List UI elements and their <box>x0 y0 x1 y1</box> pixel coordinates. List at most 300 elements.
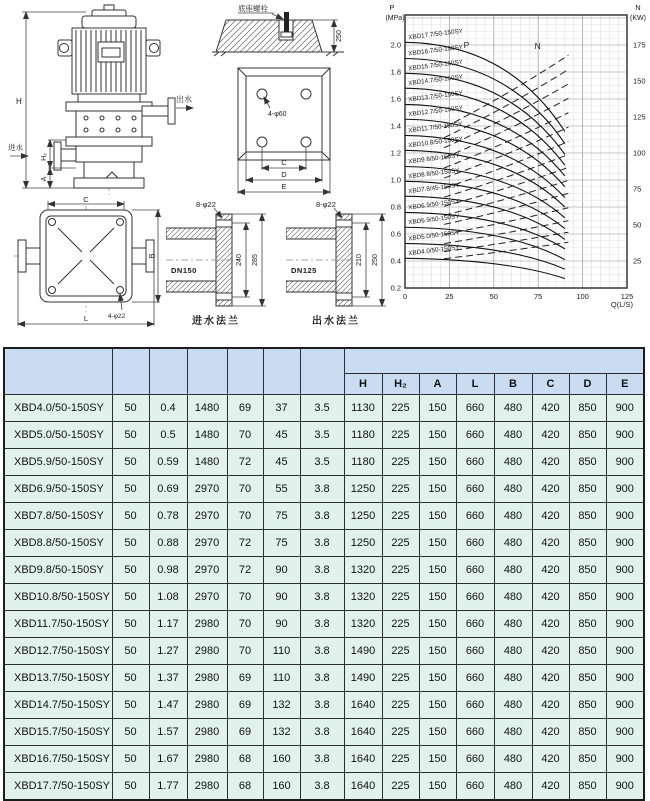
value-cell: 132 <box>263 692 300 719</box>
value-cell: 660 <box>456 557 494 584</box>
value-cell: 660 <box>456 476 494 503</box>
value-cell: 1.08 <box>149 584 187 611</box>
dim-a: A <box>41 176 48 182</box>
table-row <box>4 557 644 584</box>
value-cell: 660 <box>456 719 494 746</box>
outlet-dn-label: DN125 <box>291 266 317 275</box>
value-cell: 1480 <box>187 395 227 422</box>
spec-table-wrap <box>3 347 647 801</box>
outlet-pipe <box>142 106 168 116</box>
value-cell: 660 <box>456 584 494 611</box>
right-tick: 25 <box>633 256 642 266</box>
value-cell: 900 <box>606 638 644 665</box>
table-row <box>4 719 644 746</box>
value-cell: 72 <box>227 530 263 557</box>
inlet-dim-inner: 240 <box>236 254 243 266</box>
pump-front-view-drawing <box>6 2 196 197</box>
value-cell: 2980 <box>187 638 227 665</box>
value-cell: 850 <box>569 530 606 557</box>
left-tick: 0.4 <box>390 256 401 266</box>
value-cell: 70 <box>227 503 263 530</box>
table-row <box>4 476 644 503</box>
power-curve <box>444 154 568 197</box>
value-cell: 3.5 <box>300 449 344 476</box>
pipe-wall-bottom <box>286 281 336 292</box>
value-cell: 50 <box>112 665 149 692</box>
value-cell: 660 <box>456 422 494 449</box>
value-cell: 150 <box>419 746 456 773</box>
dim-c: C <box>281 158 287 167</box>
value-cell: 225 <box>382 503 419 530</box>
model-cell: XBD14.7/50-150SY <box>4 692 112 719</box>
model-cell: XBD16.7/50-150SY <box>4 746 112 773</box>
outlet-flange-drawing <box>286 198 394 328</box>
value-cell: 420 <box>532 638 569 665</box>
model-cell: XBD6.9/50-150SY <box>4 476 112 503</box>
bolt-hole-bottom <box>336 293 352 300</box>
value-cell: 0.59 <box>149 449 187 476</box>
value-cell: 1.27 <box>149 638 187 665</box>
value-cell: 480 <box>494 719 532 746</box>
value-cell: 1250 <box>344 476 382 503</box>
value-cell: 480 <box>494 746 532 773</box>
pump-casing-lower <box>76 146 142 162</box>
inlet-flange-drawing <box>166 198 274 328</box>
model-cell: XBD8.8/50-150SY <box>4 530 112 557</box>
pipe-wall-bottom <box>166 281 216 292</box>
pipe-wall-top <box>286 228 336 239</box>
value-cell: 900 <box>606 692 644 719</box>
value-cell: 150 <box>419 611 456 638</box>
spec-table <box>3 347 645 801</box>
value-cell: 225 <box>382 773 419 801</box>
curve-label: XBD4.0/50-150SY <box>407 244 460 258</box>
lug-hole-right <box>150 44 159 53</box>
value-cell: 2970 <box>187 503 227 530</box>
table-row <box>4 692 644 719</box>
outlet-dim-outer: 250 <box>372 254 379 266</box>
value-cell: 1480 <box>187 422 227 449</box>
junction-box-cover <box>102 48 120 57</box>
foundation-bolt-label: 底座螺栓 <box>238 4 268 13</box>
motor-eyebolt <box>104 5 114 10</box>
left-tick: 0.2 <box>390 283 401 293</box>
value-cell: 480 <box>494 692 532 719</box>
motor-foot <box>78 94 140 102</box>
value-cell: 90 <box>263 611 300 638</box>
value-cell: 150 <box>419 638 456 665</box>
value-cell: 850 <box>569 692 606 719</box>
value-cell: 1180 <box>344 449 382 476</box>
dim-header-cell: H <box>344 374 382 395</box>
value-cell: 150 <box>419 557 456 584</box>
value-cell: 50 <box>112 746 149 773</box>
x-tick: 50 <box>489 292 498 301</box>
header-blank-cell <box>187 348 227 395</box>
value-cell: 50 <box>112 692 149 719</box>
value-cell: 480 <box>494 449 532 476</box>
right-tick: 50 <box>633 220 642 230</box>
dim-header-cell: H₂ <box>382 374 419 395</box>
left-stem <box>26 248 40 264</box>
value-cell: 70 <box>227 611 263 638</box>
value-cell: 1320 <box>344 557 382 584</box>
table-body <box>4 395 644 801</box>
inlet-pipe <box>61 149 76 161</box>
model-cell: XBD4.0/50-150SY <box>4 395 112 422</box>
value-cell: 50 <box>112 530 149 557</box>
value-cell: 45 <box>263 422 300 449</box>
inlet-flange-holes-label: 8-φ22 <box>196 200 216 209</box>
value-cell: 900 <box>606 584 644 611</box>
value-cell: 480 <box>494 665 532 692</box>
value-cell: 3.8 <box>300 665 344 692</box>
value-cell: 660 <box>456 449 494 476</box>
value-cell: 3.5 <box>300 395 344 422</box>
value-cell: 69 <box>227 665 263 692</box>
value-cell: 70 <box>227 476 263 503</box>
bolt-leader-arrow <box>272 14 283 19</box>
dim-d: D <box>281 170 287 179</box>
base-plate <box>74 178 144 188</box>
x-tick: 75 <box>534 292 543 301</box>
inlet-flange-plate <box>54 142 61 170</box>
value-cell: 420 <box>532 773 569 801</box>
x-tick: 125 <box>620 292 634 301</box>
value-cell: 2980 <box>187 692 227 719</box>
bolt-hole-bottom <box>216 293 232 300</box>
model-cell: XBD15.7/50-150SY <box>4 719 112 746</box>
value-cell: 420 <box>532 449 569 476</box>
upper-flange <box>66 102 152 111</box>
value-cell: 3.8 <box>300 746 344 773</box>
value-cell: 2980 <box>187 773 227 801</box>
value-cell: 0.69 <box>149 476 187 503</box>
value-cell: 660 <box>456 746 494 773</box>
value-cell: 1.37 <box>149 665 187 692</box>
value-cell: 50 <box>112 638 149 665</box>
value-cell: 480 <box>494 422 532 449</box>
value-cell: 850 <box>569 503 606 530</box>
right-tick: 75 <box>633 184 642 194</box>
value-cell: 150 <box>419 719 456 746</box>
value-cell: 420 <box>532 665 569 692</box>
dim-c-top: C <box>83 196 89 204</box>
value-cell: 1490 <box>344 665 382 692</box>
anchor-nut <box>281 32 292 37</box>
value-cell: 1130 <box>344 395 382 422</box>
table-row <box>4 449 644 476</box>
left-tick: 1.8 <box>390 67 401 77</box>
value-cell: 50 <box>112 584 149 611</box>
value-cell: 225 <box>382 638 419 665</box>
value-cell: 900 <box>606 719 644 746</box>
left-tick: 0.6 <box>390 229 401 239</box>
value-cell: 1180 <box>344 422 382 449</box>
table-row <box>4 665 644 692</box>
value-cell: 420 <box>532 611 569 638</box>
value-cell: 1.67 <box>149 746 187 773</box>
value-cell: 69 <box>227 692 263 719</box>
value-cell: 420 <box>532 557 569 584</box>
outlet-dim-inner: 210 <box>356 254 363 266</box>
left-tick: 0.8 <box>390 202 401 212</box>
value-cell: 1640 <box>344 719 382 746</box>
header-blank-cell <box>227 348 263 395</box>
value-cell: 50 <box>112 773 149 801</box>
left-axis-title-units: (MPa) <box>385 15 405 22</box>
value-cell: 69 <box>227 395 263 422</box>
value-cell: 1320 <box>344 611 382 638</box>
value-cell: 660 <box>456 530 494 557</box>
left-tick: 1.0 <box>390 175 401 185</box>
value-cell: 850 <box>569 665 606 692</box>
value-cell: 1.57 <box>149 719 187 746</box>
dim-header-cell: B <box>494 374 532 395</box>
value-cell: 480 <box>494 557 532 584</box>
value-cell: 50 <box>112 503 149 530</box>
curve-label: XBD14.7/50-150SY <box>407 73 464 88</box>
value-cell: 132 <box>263 719 300 746</box>
value-cell: 2980 <box>187 611 227 638</box>
power-curve <box>444 242 568 258</box>
value-cell: 3.8 <box>300 773 344 801</box>
value-cell: 660 <box>456 611 494 638</box>
dim-header-cell: E <box>606 374 644 395</box>
value-cell: 420 <box>532 395 569 422</box>
power-curve <box>444 141 568 188</box>
value-cell: 72 <box>227 557 263 584</box>
topview-holes-label: 4-φ22 <box>108 313 126 320</box>
value-cell: 2980 <box>187 746 227 773</box>
value-cell: 1320 <box>344 584 382 611</box>
table-header <box>4 348 644 395</box>
inline-label-p: P <box>463 40 470 50</box>
right-tick: 125 <box>633 112 646 122</box>
value-cell: 3.8 <box>300 503 344 530</box>
pipe-wall-top <box>166 228 216 239</box>
value-cell: 150 <box>419 449 456 476</box>
value-cell: 150 <box>419 503 456 530</box>
value-cell: 660 <box>456 503 494 530</box>
outlet-flange-plate <box>168 98 175 124</box>
right-axis-title: N <box>635 3 641 12</box>
value-cell: 225 <box>382 584 419 611</box>
value-cell: 1250 <box>344 530 382 557</box>
value-cell: 1.47 <box>149 692 187 719</box>
value-cell: 225 <box>382 665 419 692</box>
value-cell: 225 <box>382 530 419 557</box>
value-cell: 480 <box>494 773 532 801</box>
value-cell: 225 <box>382 449 419 476</box>
value-cell: 2970 <box>187 476 227 503</box>
value-cell: 660 <box>456 638 494 665</box>
left-tick: 1.6 <box>390 94 401 104</box>
value-cell: 1.17 <box>149 611 187 638</box>
value-cell: 850 <box>569 638 606 665</box>
value-cell: 75 <box>263 503 300 530</box>
value-cell: 70 <box>227 422 263 449</box>
left-tick: 1.4 <box>390 121 401 131</box>
value-cell: 225 <box>382 611 419 638</box>
left-axis-title: P <box>389 3 395 12</box>
value-cell: 850 <box>569 773 606 801</box>
value-cell: 900 <box>606 476 644 503</box>
inlet-dim-outer: 285 <box>252 254 259 266</box>
value-cell: 110 <box>263 638 300 665</box>
value-cell: 850 <box>569 422 606 449</box>
pump-base <box>84 162 134 178</box>
value-cell: 3.8 <box>300 584 344 611</box>
value-cell: 68 <box>227 746 263 773</box>
right-axis-title-units: (KW) <box>630 15 646 22</box>
value-cell: 900 <box>606 746 644 773</box>
ground-hatch <box>214 52 338 56</box>
value-cell: 90 <box>263 557 300 584</box>
value-cell: 1640 <box>344 692 382 719</box>
value-cell: 480 <box>494 476 532 503</box>
value-cell: 0.78 <box>149 503 187 530</box>
value-cell: 420 <box>532 719 569 746</box>
value-cell: 50 <box>112 449 149 476</box>
value-cell: 900 <box>606 395 644 422</box>
value-cell: 900 <box>606 530 644 557</box>
table-row <box>4 773 644 801</box>
value-cell: 1640 <box>344 773 382 801</box>
value-cell: 480 <box>494 530 532 557</box>
value-cell: 420 <box>532 422 569 449</box>
curve-label: XBD12.7/50-150SY <box>407 104 464 119</box>
value-cell: 150 <box>419 422 456 449</box>
foundation-bolt-drawing <box>212 2 344 60</box>
value-cell: 420 <box>532 584 569 611</box>
value-cell: 3.8 <box>300 719 344 746</box>
value-cell: 850 <box>569 584 606 611</box>
curve-label: XBD5.0/50-150SY <box>407 229 460 243</box>
x-tick: 25 <box>445 292 454 301</box>
inlet-flange-caption: 进水法兰 <box>192 316 240 327</box>
model-cell: XBD10.8/50-150SY <box>4 584 112 611</box>
table-row <box>4 422 644 449</box>
value-cell: 660 <box>456 395 494 422</box>
value-cell: 850 <box>569 719 606 746</box>
value-cell: 2970 <box>187 530 227 557</box>
dim-l: L <box>83 314 89 323</box>
value-cell: 160 <box>263 773 300 801</box>
value-cell: 225 <box>382 476 419 503</box>
base-holes-label: 4-φ60 <box>268 111 287 118</box>
value-cell: 37 <box>263 395 300 422</box>
table-row <box>4 746 644 773</box>
model-cell: XBD17.7/50-150SY <box>4 773 112 801</box>
motor-dome <box>82 16 136 28</box>
model-cell: XBD13.7/50-150SY <box>4 665 112 692</box>
power-curve <box>444 193 568 224</box>
power-curve <box>444 55 568 128</box>
value-cell: 69 <box>227 719 263 746</box>
value-cell: 2980 <box>187 719 227 746</box>
table-row <box>4 530 644 557</box>
value-cell: 70 <box>227 584 263 611</box>
dim-header-cell: L <box>456 374 494 395</box>
outlet-flange-holes-label: 8-φ22 <box>316 200 336 209</box>
value-cell: 0.88 <box>149 530 187 557</box>
value-cell: 1250 <box>344 503 382 530</box>
value-cell: 900 <box>606 611 644 638</box>
value-cell: 45 <box>263 449 300 476</box>
curve-label: XBD7.8/45-150SY <box>407 181 460 196</box>
value-cell: 150 <box>419 530 456 557</box>
value-cell: 850 <box>569 449 606 476</box>
pump-casing-upper <box>76 111 142 137</box>
value-cell: 900 <box>606 503 644 530</box>
value-cell: 225 <box>382 746 419 773</box>
x-tick: 0 <box>402 292 408 301</box>
value-cell: 420 <box>532 476 569 503</box>
value-cell: 3.8 <box>300 557 344 584</box>
inlet-label: 进水 <box>8 143 23 152</box>
value-cell: 0.5 <box>149 422 187 449</box>
value-cell: 480 <box>494 638 532 665</box>
value-cell: 50 <box>112 395 149 422</box>
value-cell: 225 <box>382 422 419 449</box>
curve-label: XBD17.7/50-150SY <box>407 27 464 42</box>
value-cell: 850 <box>569 611 606 638</box>
value-cell: 850 <box>569 476 606 503</box>
value-cell: 3.5 <box>300 422 344 449</box>
value-cell: 150 <box>419 773 456 801</box>
header-blank-cell <box>4 348 112 395</box>
value-cell: 72 <box>227 449 263 476</box>
lug-hole-left <box>60 44 69 53</box>
value-cell: 900 <box>606 449 644 476</box>
concrete-foundation <box>216 20 322 52</box>
value-cell: 150 <box>419 692 456 719</box>
model-cell: XBD9.8/50-150SY <box>4 557 112 584</box>
value-cell: 225 <box>382 395 419 422</box>
left-tick: 1.2 <box>390 148 401 158</box>
curve-label: XBD8.8/50-150SY <box>407 167 460 181</box>
dim-250: 250 <box>336 30 343 42</box>
value-cell: 2980 <box>187 665 227 692</box>
table-row <box>4 395 644 422</box>
value-cell: 3.8 <box>300 530 344 557</box>
value-cell: 50 <box>112 557 149 584</box>
value-cell: 150 <box>419 395 456 422</box>
header-blank-cell <box>263 348 300 395</box>
curve-label: XBD5.9/50-150SY <box>407 213 460 227</box>
value-cell: 2970 <box>187 584 227 611</box>
value-cell: 50 <box>112 719 149 746</box>
bolt-hole-top <box>216 220 232 227</box>
dimensions-group-cell <box>344 348 644 374</box>
value-cell: 420 <box>532 692 569 719</box>
value-cell: 480 <box>494 611 532 638</box>
value-cell: 480 <box>494 503 532 530</box>
value-cell: 480 <box>494 584 532 611</box>
value-cell: 900 <box>606 422 644 449</box>
value-cell: 55 <box>263 476 300 503</box>
value-cell: 225 <box>382 557 419 584</box>
table-row <box>4 638 644 665</box>
value-cell: 50 <box>112 611 149 638</box>
value-cell: 3.8 <box>300 611 344 638</box>
inline-label-n: N <box>534 41 541 51</box>
x-axis-title: Q(L/S) <box>610 300 633 309</box>
curve-label: XBD11.7/50-150SY <box>407 120 463 135</box>
value-cell: 1490 <box>344 638 382 665</box>
right-stem <box>132 248 146 264</box>
